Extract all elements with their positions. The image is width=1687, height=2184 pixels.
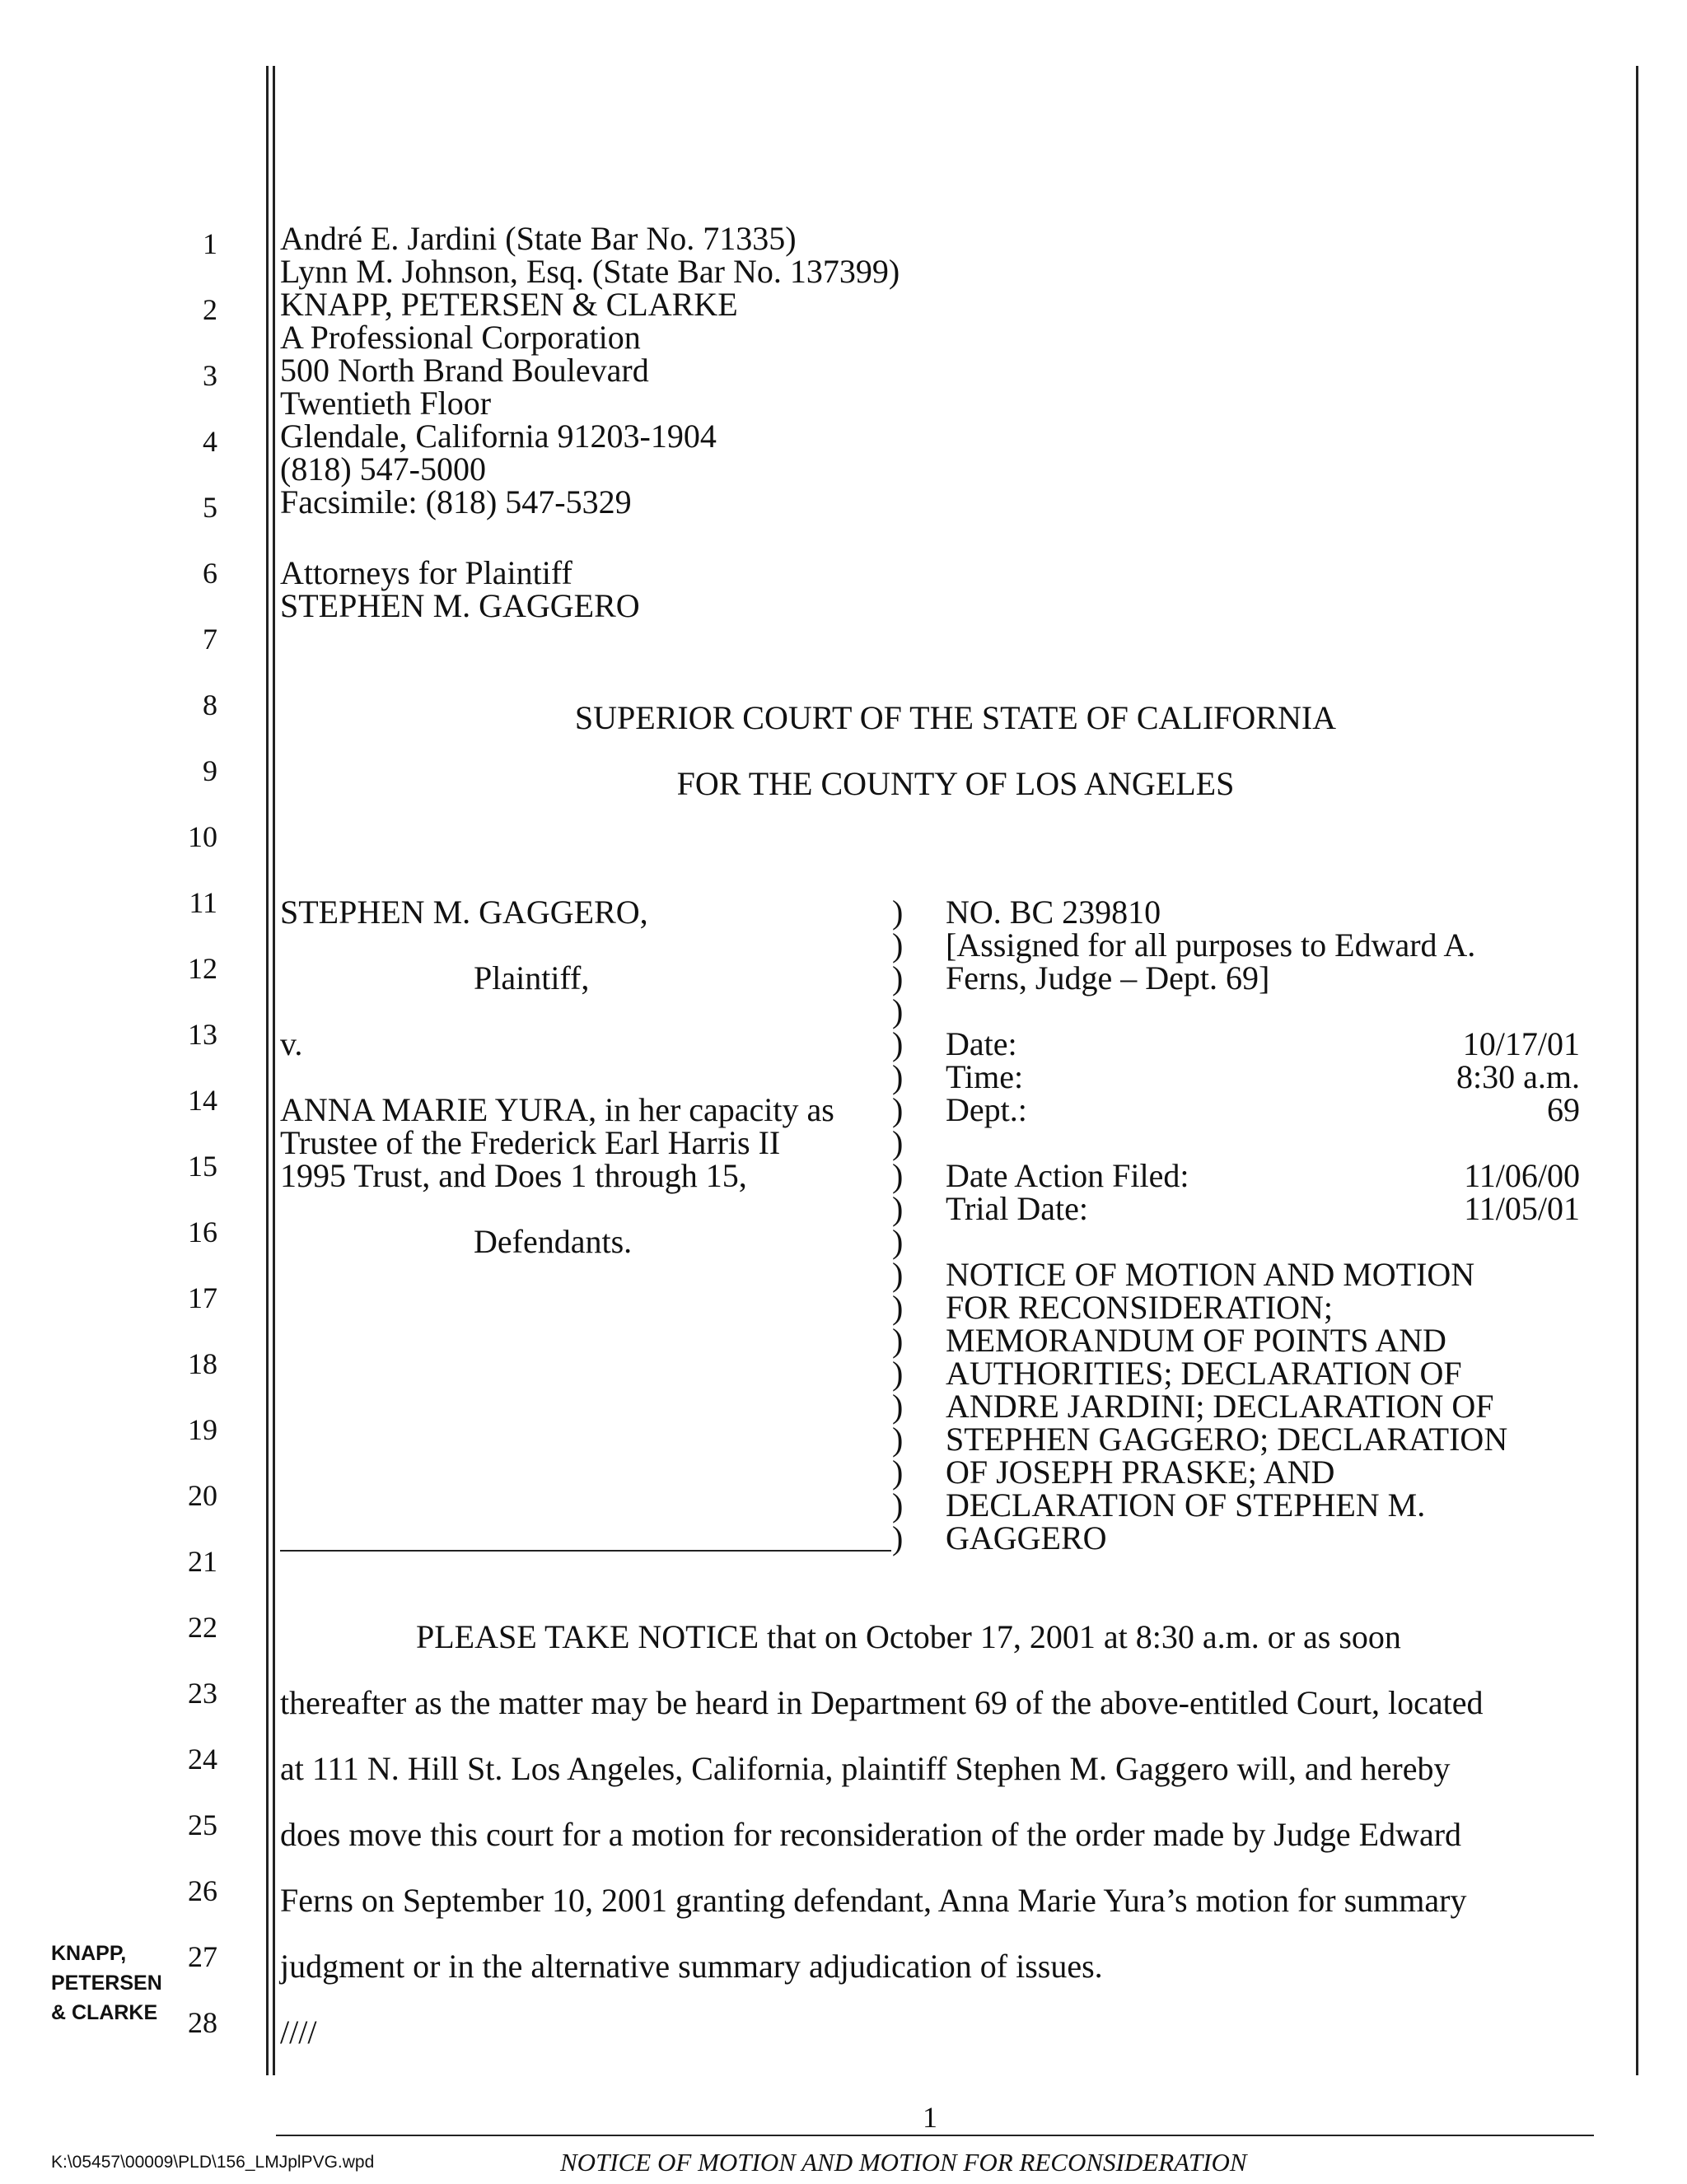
caption-paren: ) [892, 1289, 904, 1326]
document-title-line: OF JOSEPH PRASKE; AND [946, 1454, 1335, 1491]
court-county: FOR THE COUNTY OF LOS ANGELES [676, 765, 1235, 802]
line-number: 21 [188, 1545, 217, 1578]
body-line: judgment or in the alternative summary adjudication of issues. [280, 1948, 1103, 1985]
caption-paren: ) [892, 1124, 904, 1161]
line-number: 24 [188, 1743, 217, 1776]
caption-paren: ) [892, 1190, 904, 1227]
attorney-line: 500 North Brand Boulevard [280, 352, 649, 389]
caption-paren: ) [892, 1025, 904, 1062]
line-number: 10 [188, 820, 217, 853]
line-number: 17 [188, 1281, 217, 1314]
hearing-date-row [946, 1025, 1580, 1062]
caption-paren: ) [892, 1355, 904, 1392]
line-number: 2 [203, 293, 217, 326]
firm-stamp-line: PETERSEN [51, 1972, 162, 1995]
line-number: 20 [188, 1479, 217, 1512]
attorney-block [280, 222, 900, 519]
body-line: does move this court for a motion for reconsideration of the order made by Judge Edward [280, 1816, 1462, 1853]
firm-stamp [51, 1939, 162, 2028]
defendant-line: ANNA MARIE YURA, in her capacity as [280, 1091, 834, 1128]
document-title-line: STEPHEN GAGGERO; DECLARATION [946, 1421, 1508, 1458]
line-number: 1 [203, 227, 217, 260]
line-number: 26 [188, 1874, 217, 1907]
assignment-note [946, 926, 1476, 996]
hearing-date-value: 10/17/01 [1462, 1025, 1580, 1062]
case-number: NO. BC 239810 [946, 894, 1161, 931]
attorney-line: André E. Jardini (State Bar No. 71335) [280, 220, 797, 257]
document-title-line: GAGGERO [946, 1519, 1107, 1556]
hearing-dept-row [946, 1091, 1580, 1128]
caption-paren: ) [892, 992, 904, 1029]
footer-file-path: K:\05457\00009\PLD\156_LMJplPVG.wpd [51, 2153, 375, 2172]
body-line: Ferns on September 10, 2001 granting defendant, Anna Marie Yura’s motion for summary [280, 1882, 1467, 1919]
body-line: //// [280, 2014, 317, 2051]
caption-paren: ) [892, 1322, 904, 1359]
line-number: 12 [188, 952, 217, 985]
firm-stamp-line: & CLARKE [51, 2001, 158, 2024]
attorney-line: Facsimile: (818) 547-5329 [280, 483, 632, 520]
attorneys-for-label: Attorneys for Plaintiff [280, 554, 572, 591]
line-number: 13 [188, 1018, 217, 1051]
caption-paren: ) [892, 1519, 904, 1556]
hearing-date-label: Date: [946, 1025, 1017, 1062]
caption-paren: ) [892, 1058, 904, 1095]
line-number: 25 [188, 1808, 217, 1841]
hearing-time-value: 8:30 a.m. [1456, 1058, 1580, 1095]
hearing-dept-label: Dept.: [946, 1091, 1027, 1128]
left-margin-rule-inner [273, 66, 275, 2075]
court-title: SUPERIOR COURT OF THE STATE OF CALIFORNIA [574, 699, 1337, 736]
caption-paren: ) [892, 959, 904, 996]
caption-paren: ) [892, 1091, 904, 1128]
line-number: 19 [188, 1413, 217, 1446]
line-number: 22 [188, 1611, 217, 1644]
document-title-line: MEMORANDUM OF POINTS AND [946, 1322, 1446, 1359]
defendant-line: 1995 Trust, and Does 1 through 15, [280, 1157, 747, 1194]
versus: v. [280, 1025, 303, 1062]
line-number: 27 [188, 1940, 217, 1973]
body-line: PLEASE TAKE NOTICE that on October 17, 2001 at 8:30 a.m. or as soon [416, 1618, 1401, 1655]
document-title-line: FOR RECONSIDERATION; [946, 1289, 1334, 1326]
trial-date-value: 11/05/01 [1464, 1190, 1580, 1227]
document-title-line: AUTHORITIES; DECLARATION OF [946, 1355, 1462, 1392]
assignment-line: [Assigned for all purposes to Edward A. [946, 926, 1476, 964]
left-margin-rule-outer [266, 66, 269, 2075]
line-number: 5 [203, 491, 217, 524]
date-action-filed-row [946, 1157, 1580, 1194]
trial-date-row [946, 1192, 1580, 1225]
line-number: 4 [203, 425, 217, 458]
line-number: 8 [203, 688, 217, 721]
line-number: 18 [188, 1347, 217, 1380]
date-action-filed-label: Date Action Filed: [946, 1157, 1189, 1194]
defendant-block [280, 1091, 834, 1194]
caption-paren: ) [892, 1421, 904, 1458]
attorney-line: Lynn M. Johnson, Esq. (State Bar No. 137399) [280, 253, 900, 290]
line-number: 6 [203, 557, 217, 590]
line-number: 16 [188, 1216, 217, 1248]
attorney-line: KNAPP, PETERSEN & CLARKE [280, 286, 738, 323]
line-number: 23 [188, 1677, 217, 1710]
attorneys-for-block [280, 554, 640, 624]
document-title-line: NOTICE OF MOTION AND MOTION [946, 1256, 1475, 1293]
hearing-info [946, 1025, 1580, 1128]
line-number: 9 [203, 754, 217, 787]
hearing-time-label: Time: [946, 1058, 1024, 1095]
document-title-line: DECLARATION OF STEPHEN M. [946, 1486, 1426, 1524]
caption-paren: ) [892, 894, 904, 931]
plaintiff-role: Plaintiff, [474, 959, 590, 996]
defendant-line: Trustee of the Frederick Earl Harris II [280, 1124, 781, 1161]
caption-paren: ) [892, 1157, 904, 1194]
footer-rule [276, 2135, 1594, 2136]
caption-paren: ) [892, 1486, 904, 1524]
line-number: 3 [203, 359, 217, 392]
hearing-time-row [946, 1058, 1580, 1095]
page-number: 1 [923, 2101, 937, 2134]
line-number: 14 [188, 1084, 217, 1117]
document-title-line: ANDRE JARDINI; DECLARATION OF [946, 1388, 1494, 1425]
line-number: 7 [203, 623, 217, 656]
footer-title: NOTICE OF MOTION AND MOTION FOR RECONSIDERATION [560, 2148, 1247, 2177]
hearing-dept-value: 69 [1547, 1091, 1580, 1128]
attorney-line: (818) 547-5000 [280, 450, 486, 488]
caption-paren: ) [892, 1256, 904, 1293]
caption-paren: ) [892, 1454, 904, 1491]
trial-date-label: Trial Date: [946, 1190, 1088, 1227]
plaintiff-name: STEPHEN M. GAGGERO, [280, 894, 648, 931]
attorney-line: A Professional Corporation [280, 319, 641, 356]
caption-paren: ) [892, 926, 904, 964]
line-number: 28 [188, 2006, 217, 2039]
caption-paren: ) [892, 1223, 904, 1260]
document-title [946, 1258, 1507, 1555]
filing-info [946, 1157, 1580, 1227]
firm-stamp-line: KNAPP, [51, 1942, 127, 1965]
caption-paren: ) [892, 1388, 904, 1425]
line-number: 15 [188, 1150, 217, 1183]
date-action-filed-value: 11/06/00 [1464, 1157, 1580, 1194]
body-line: thereafter as the matter may be heard in Department 69 of the above-entitled Court, located [280, 1684, 1484, 1721]
assignment-line: Ferns, Judge – Dept. 69] [946, 959, 1270, 996]
right-margin-rule [1636, 66, 1638, 2075]
caption-underline [280, 1550, 891, 1552]
body-line: at 111 N. Hill St. Los Angeles, California, plaintiff Stephen M. Gaggero will, and hereby [280, 1750, 1451, 1787]
line-number: 11 [189, 886, 217, 919]
attorney-line: Glendale, California 91203-1904 [280, 418, 717, 455]
attorney-line: Twentieth Floor [280, 385, 492, 422]
defendant-role: Defendants. [474, 1223, 633, 1260]
attorneys-for-client: STEPHEN M. GAGGERO [280, 587, 640, 624]
